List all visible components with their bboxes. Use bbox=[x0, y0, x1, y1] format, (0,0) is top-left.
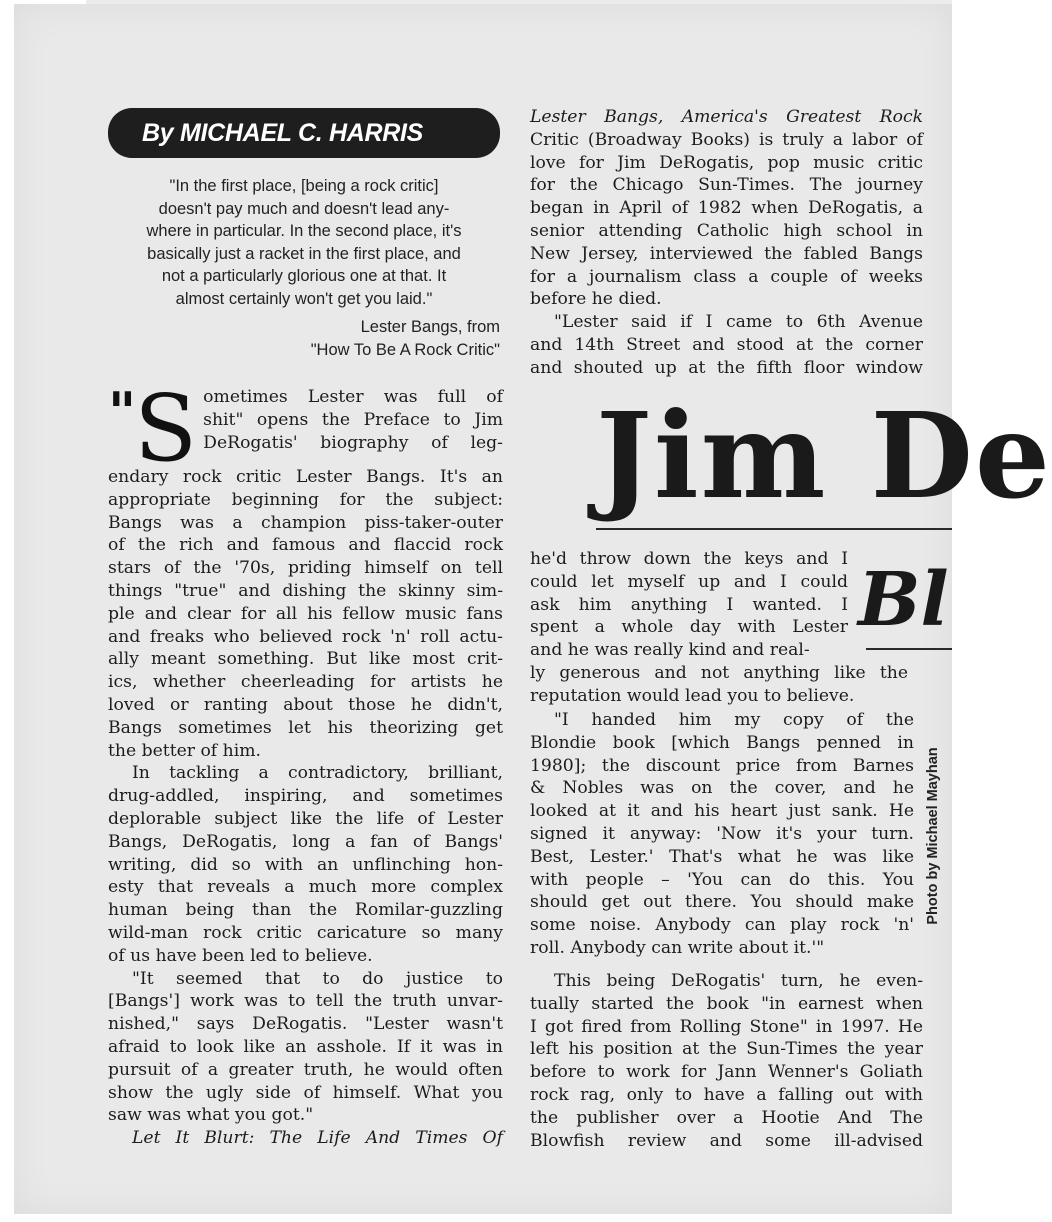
text-line: of us have been led to believe. bbox=[108, 945, 373, 966]
text-line: & Nobles was on the cover, and he bbox=[530, 778, 914, 799]
text-line: ally meant something. But like most crit- bbox=[108, 649, 503, 670]
text-line: signed it anyway: 'Now it's your turn. bbox=[530, 823, 914, 844]
headline-fragment bbox=[596, 386, 1052, 526]
attribution-line: Lester Bangs, from bbox=[360, 318, 500, 336]
right-column-top bbox=[530, 106, 923, 380]
paragraph bbox=[108, 1127, 503, 1150]
text-line: [Bangs'] work was to tell the truth unvar- bbox=[108, 991, 503, 1012]
text-line: "It seemed that to do justice to bbox=[132, 968, 503, 989]
right-column-mid bbox=[530, 548, 848, 662]
text-line: and freaks who believed rock 'n' roll actu- bbox=[108, 626, 503, 647]
text-line: show the ugly side of himself. What you bbox=[108, 1082, 503, 1103]
text-line: reputation would lead you to believe. bbox=[530, 685, 855, 706]
text-line: Blowfish review and some ill-advised bbox=[530, 1130, 923, 1151]
right-column-mid-2 bbox=[530, 662, 908, 708]
headline-text: Jim De bbox=[596, 386, 1052, 525]
text-line: shit" opens the Preface to Jim bbox=[203, 409, 503, 430]
text-line: "I handed him my copy of the bbox=[554, 710, 914, 730]
pull-quote-attribution bbox=[311, 316, 500, 362]
text-line: could let myself up and I could bbox=[530, 571, 848, 592]
text-line: drug-addled, inspiring, and sometimes bbox=[108, 786, 503, 807]
text-line: for a journalism class a couple of weeks bbox=[530, 266, 923, 287]
byline-banner: By MICHAEL C. HARRIS bbox=[108, 108, 500, 158]
text-line: In tackling a contradictory, brilliant, bbox=[132, 763, 503, 784]
text-line: human being than the Romilar-guzzling bbox=[108, 900, 503, 921]
text-line: afraid to look like an asshole. If it was in bbox=[108, 1036, 503, 1057]
text-line: before he died. bbox=[530, 289, 662, 310]
text-line: "Lester said if I came to 6th Avenue bbox=[554, 312, 923, 333]
drop-quote-mark: " bbox=[108, 380, 137, 444]
text-line: nished," says DeRogatis. "Lester wasn't bbox=[108, 1014, 503, 1035]
text-line: roll. Anybody can write about it.'" bbox=[530, 937, 825, 958]
pull-quote-line: "In the first place, [being a rock critic] bbox=[169, 177, 439, 195]
text-line: the publisher over a Hootie And The bbox=[530, 1107, 923, 1128]
text-line: Bangs was a champion piss-taker-outer bbox=[108, 512, 503, 533]
text-line: deplorable subject like the life of Lester bbox=[108, 808, 503, 829]
text-line: and 14th Street and stood at the corner bbox=[530, 334, 923, 355]
text-line: should get out there. You should make bbox=[530, 892, 914, 913]
pull-quote-line: almost certainly won't get you laid." bbox=[175, 289, 433, 308]
text-line: This being DeRogatis' turn, he even- bbox=[554, 971, 923, 991]
text-line: ask him anything I wanted. I bbox=[530, 594, 848, 615]
text-line: for the Chicago Sun-Times. The journey bbox=[530, 175, 923, 196]
headline-rule bbox=[596, 528, 952, 530]
text-line: things "true" and dishing the skinny sim- bbox=[108, 580, 503, 601]
text-line: and shouted up at the fifth floor window bbox=[530, 357, 923, 378]
text-line: DeRogatis' biography of leg- bbox=[203, 432, 503, 453]
paragraph-opening bbox=[108, 375, 503, 762]
text-line: Bangs sometimes let his theorizing get bbox=[108, 717, 503, 738]
text-line: appropriate beginning for the subject: bbox=[108, 489, 503, 510]
text-line: spent a whole day with Lester bbox=[530, 617, 848, 638]
text-line: the better of him. bbox=[108, 740, 261, 761]
paragraph bbox=[108, 762, 503, 967]
text-line: ly generous and not anything like the bbox=[530, 663, 908, 683]
text-line: ple and clear for all his fellow music fans bbox=[108, 603, 503, 624]
text-line: tually started the book "in earnest when bbox=[530, 993, 923, 1014]
text-line: Best, Lester.' That's what he was like bbox=[530, 846, 914, 867]
text-line: before to work for Jann Wenner's Goliath bbox=[530, 1062, 923, 1083]
text-line: New Jersey, interviewed the fabled Bangs bbox=[530, 243, 923, 264]
text-line: he'd throw down the keys and I bbox=[530, 549, 848, 569]
paragraph bbox=[108, 968, 503, 1128]
right-column-bottom bbox=[530, 709, 914, 960]
text-line: some noise. Anybody can play rock 'n' bbox=[530, 915, 914, 936]
text-line: pursuit of a greater truth, he would often bbox=[108, 1059, 503, 1080]
text-line: endary rock critic Lester Bangs. It's an bbox=[108, 467, 503, 487]
text-line: with people – 'You can do this. You bbox=[530, 869, 914, 890]
pull-quote-line: where in particular. In the second place, it's bbox=[146, 222, 462, 241]
left-column bbox=[108, 375, 503, 1150]
text-line: Let It Blurt: The Life And Times Of bbox=[132, 1128, 503, 1149]
subhead-rule bbox=[866, 648, 952, 650]
text-line: loved or ranting about those he didn't, bbox=[108, 694, 503, 715]
text-line: began in April of 1982 when DeRogatis, a bbox=[530, 198, 923, 219]
pull-quote-line: basically just a racket in the first place, and bbox=[147, 244, 461, 263]
subhead-fragment bbox=[858, 557, 952, 643]
text-line: ics, whether cheerleading for artists he bbox=[108, 672, 503, 693]
text-line: Lester Bangs, America's Greatest Rock bbox=[530, 107, 923, 127]
text-line: esty that reveals a much more complex bbox=[108, 877, 503, 898]
text-line: of the rich and famous and flaccid rock bbox=[108, 535, 503, 556]
text-line: Bangs, DeRogatis, long a fan of Bangs' bbox=[108, 831, 503, 852]
subhead-text: Bl bbox=[858, 557, 949, 643]
pull-quote bbox=[108, 175, 500, 311]
text-line: I got fired from Rolling Stone" in 1997. He bbox=[530, 1016, 923, 1037]
pull-quote-line: doesn't pay much and doesn't lead any- bbox=[158, 199, 450, 218]
text-line: love for Jim DeRogatis, pop music critic bbox=[530, 152, 923, 173]
text-line: 1980]; the discount price from Barnes bbox=[530, 755, 914, 776]
text-line: and he was really kind and real- bbox=[530, 640, 810, 661]
text-line: ometimes Lester was full of bbox=[203, 387, 503, 407]
text-line: Blondie book [which Bangs penned in bbox=[530, 732, 914, 753]
drop-cap: S bbox=[134, 375, 198, 482]
text-line: stars of the '70s, priding himself on tell bbox=[108, 558, 503, 579]
right-column-final bbox=[530, 970, 923, 1152]
text-line: Critic (Broadway Books) is truly a labor of bbox=[530, 129, 923, 150]
text-line: looked at it and his heart just sank. He bbox=[530, 801, 914, 822]
text-line: senior attending Catholic high school in bbox=[530, 220, 923, 241]
photo-credit-text: Photo by Michael Mayhan bbox=[925, 747, 941, 925]
attribution-line: "How To Be A Rock Critic" bbox=[310, 341, 500, 359]
text-line: wild-man rock critic caricature so many bbox=[108, 922, 503, 943]
text-line: writing, did so with an unflinching hon- bbox=[108, 854, 503, 875]
text-line: left his position at the Sun-Times the year bbox=[530, 1039, 923, 1060]
pull-quote-line: not a particularly glorious one at that. It bbox=[161, 267, 447, 286]
text-line: saw was what you got." bbox=[108, 1105, 314, 1126]
photo-credit bbox=[918, 718, 948, 954]
text-line: rock rag, only to have a falling out with bbox=[530, 1084, 923, 1105]
